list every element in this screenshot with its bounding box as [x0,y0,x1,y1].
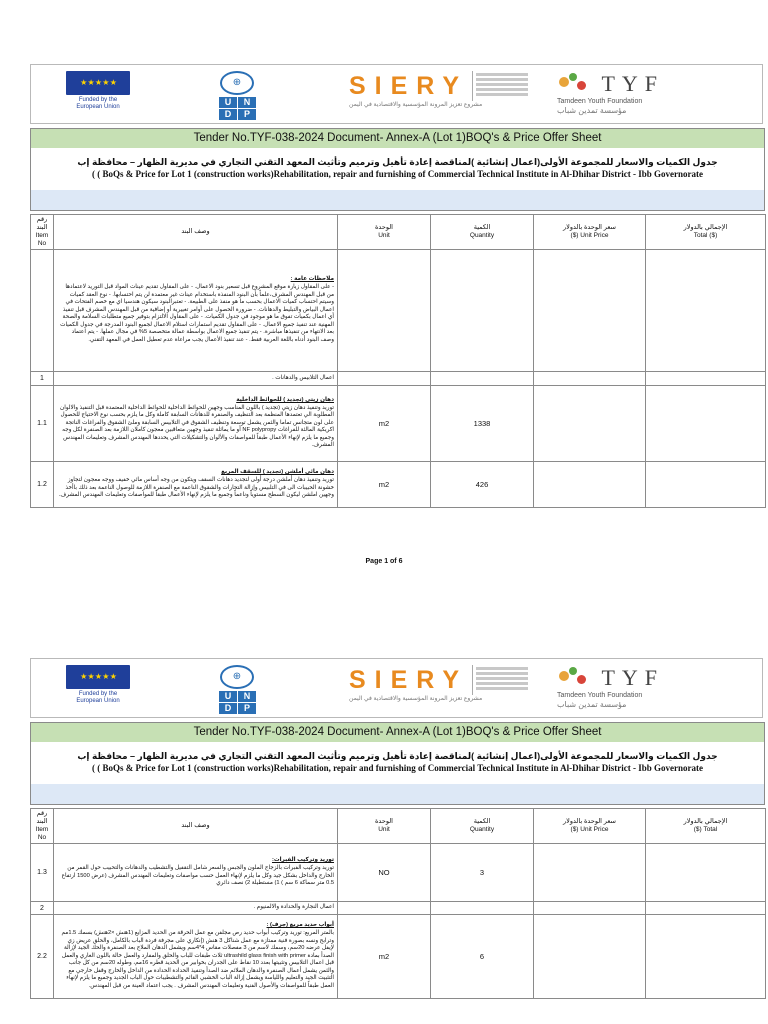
item-text: اعمال التلابيس والدهانات . [272,374,334,381]
item-total [646,250,766,372]
item-description [54,386,338,462]
item-unit [338,902,431,915]
item-unit-price [534,902,646,915]
tender-title: Tender No.TYF-038-2024 Document- Annex-A (Lot 1)BOQ's & Price Offer Sheet [30,722,765,743]
page-footer: Page 1 of 6 [365,558,403,565]
tyf-logo: TYF Tamdeen Youth Foundation مؤسسة تمدين شباب [557,71,665,115]
item-title: دهان زيتي (تجديد ) للحوائط الداخلية [236,396,334,403]
table-header [31,215,766,250]
item-unit-price [534,386,646,462]
title-english: ( ( BoQs & Price for Lot 1 (construction works)Rehabilitation, repair and furnishing of Commercial Technical Institute in Al-Dhihar District - Ibb Governorate [92,169,703,179]
item-title: ملاحظات عامة : [290,276,334,283]
item-quantity [431,372,534,386]
item-unit-price [534,844,646,902]
item-number: 1.2 [31,462,54,508]
item-unit-price [534,915,646,999]
table-row [31,386,766,462]
item-quantity [431,902,534,915]
header-quantity: الكمية Quantity [431,809,534,844]
header-total: الإجمالي بالدولار ($) Total [646,809,766,844]
item-unit: m2 [338,462,431,508]
item-text: اعمال النجارة والحدادة والالمنيوم . [253,904,334,911]
document-title [30,148,765,191]
undp-logo: ⊕ U N D P [219,665,255,711]
eu-logo: ★ ★ ★ ★ ★ Funded by the European Union [66,71,130,117]
item-description [54,902,338,915]
item-title: أبواب حديد مربع (جرف) : [266,922,334,929]
item-unit-price [534,250,646,372]
item-description [54,844,338,902]
item-text: - على المقاول زيارة موقع المشروع قبل تسعير بنود الاعمال. - على المقاول تقديم عينات المواد قبل التوريد لاعتمادها من قبل المهندس المشرف،علماً بأن البنود المنفذة باستخدام عينات غير معتمدة لن يتم احتسابها. - نوع العقد كميات وسيتم احتساب كميات الاعمال بحسب ما هو منفذ على الطبيعة. - تعتبرالبنود سيكون هندسيا اي مع خصم الفتحات في اعمال البياض والتبليط والدهانات. - ضرورة الحصول على أوامر تغييرية أو إضافية من قبل المهندس المشرف قبل تنفيذ أي اعمال بكميات تفوق ما هو موجود في جدول الكميات. - على المقاول الالتزام بتوفير جميع متطلبات السلامة والصحة المهنية عند تنفيذ جميع الاعمال. - على المقاول تقديم استمارات استلام الاعمال لجميع البنود المدرجة في جدول الكميات بعد الانتهاء من تنفيذها مباشرة. - يتم تنفيذ جميع الاعمال بواسطة عمالة متخصصة 5% في مجال عملها. - يتم اعتماد وصف البنود أدناه باللغة العربية فقط. - عند تنفيذ الأعمال يجب مراعاة عدم تعطيل العمل في المعهد التقني. [60,283,334,344]
eu-logo: ★ ★ ★ ★ ★ Funded by the European Union [66,665,130,711]
table-header [31,809,766,844]
header-total: الإجمالي بالدولار ($) Total [646,215,766,250]
item-number: 2 [31,902,54,915]
boq-table [30,214,766,508]
item-number: 1 [31,372,54,386]
tyf-logo: TYF Tamdeen Youth Foundation مؤسسة تمدين شباب [557,665,665,709]
item-quantity [431,250,534,372]
item-number: 2.2 [31,915,54,999]
eu-caption: Funded by the European Union [76,97,120,110]
table-row [31,915,766,999]
header-item: رقم البند Item No [31,809,54,844]
item-total [646,915,766,999]
eu-caption: Funded by the European Union [76,691,120,704]
header-item: رقم البند Item No [31,215,54,250]
header-unit: الوحدة Unit [338,215,431,250]
item-description [54,372,338,386]
spacer-band [30,784,765,805]
item-description [54,915,338,999]
item-total [646,844,766,902]
item-text: توريد وتركيب الفبرات بالزجاج الملون والجبس والسعر شامل التقفيل والتشطيب والدهانات والتحبيب حول القمر من الخارج والداخل بشكل جيد وكل ما يلزم لإنهاء العمل حسب مواصفات وتعليمات المهندس المشرف (عرض 1500 ارتفاع 0.5 متر سماكة 6 سم ) 1) مستطيلة 2) نصف دائري [61,864,334,887]
siery-logo: SIERY مشروع تعزيز المرونة المؤسسية والاقتصادية في اليمن [349,71,529,117]
undp-logo: ⊕ U N D P [219,71,255,117]
item-unit: NO [338,844,431,902]
item-total [646,386,766,462]
item-title: توريد وتركيب الفبرات: [271,857,334,864]
item-quantity: 6 [431,915,534,999]
item-total [646,462,766,508]
item-quantity: 3 [431,844,534,902]
title-arabic: جدول الكميات والاسعار للمجموعة الأولى(اعمال إنشائية )لمناقصة إعادة تأهيل وترميم وتأثيث المعهد التقني التجاري في مديرية الظهار – محافظة إب [77,157,718,167]
siery-logo: SIERY مشروع تعزيز المرونة المؤسسية والاقتصادية في اليمن [349,665,529,711]
logo-bar [30,658,763,718]
table-row [31,372,766,386]
document-title [30,742,765,785]
table-row [31,844,766,902]
item-text: توريد وتنفيذ دهان زيتي (تجديد ) باللون المناسب وجهين للحوائط الداخلية للحوائط الداخلية المعتمدة قبل التنفيذ والالوان المطلوبة الي تعتمدها المنظمة بعد التنظيف والصنفرة للدهانات السابقة كاملة وكل ما يلزم بحسب نوع الاحتياج للحصول على لون متجانس تماما والثمن يشمل توسعة وتنظيف الشقوق في التلابيس السابقة وملئ الشقوق والفراغات الناتجة اكريكية المالئة للفراغات NF polypropy أو ما يماثلة تنفيذ وجهين متعاقبين معجون كاملان اللازمة بعد الصنفرة لكل وجه وجميع ما يلزم لإنهاء الأعمال طبقاً للمواصفات والألوان والتشكيلات التي يحددها المهندس المشرف وتعليمات المهندس المشرف. [60,404,334,449]
header-price: سعر الوحدة بالدولار ($) Unit Price [534,215,646,250]
header-unit: الوحدة Unit [338,809,431,844]
item-unit [338,250,431,372]
header-description: وصف البند [54,215,338,250]
logo-bar [30,64,763,124]
item-text: توريد وتنفيذ دهان أملشن درجة أولى لتجديد دهانات السقف ويتكون من وجه أساس مائي خفيف ووجه معجون لتجاوز خشونة الحبيبات الى في التلبيس وإزالة التجارات والشقوق الناعمة مع الصنفرة اللازمة للوصول الناعمة بعد ذلك باأخذ وجهين املشن ليكون السطح مستوياً وناعماً وجميع ما يلزم لإنهاء الأعمال طبقاً للمواصفات وتعليمات المهندس المشرف. [58,476,334,499]
item-unit-price [534,462,646,508]
item-number: 1.3 [31,844,54,902]
table-row [31,902,766,915]
boq-table [30,808,766,999]
item-number: 1.1 [31,386,54,462]
header-description: وصف البند [54,809,338,844]
title-english: ( ( BoQs & Price for Lot 1 (construction works)Rehabilitation, repair and furnishing of Commercial Technical Institute in Al-Dhihar District - Ibb Governorate [92,763,703,773]
header-price: سعر الوحدة بالدولار ($) Unit Price [534,809,646,844]
header-quantity: الكمية Quantity [431,215,534,250]
title-arabic: جدول الكميات والاسعار للمجموعة الأولى(اعمال إنشائية )لمناقصة إعادة تأهيل وترميم وتأثيث المعهد التقني التجاري في مديرية الظهار – محافظة إب [77,751,718,761]
table-row [31,462,766,508]
item-quantity: 426 [431,462,534,508]
item-unit: m2 [338,915,431,999]
item-unit [338,372,431,386]
item-number [31,250,54,372]
item-title: دهان مائي أملشن (تجديد ) للسقف المربع [221,469,334,476]
item-description [54,462,338,508]
spacer-band [30,190,765,211]
item-unit-price [534,372,646,386]
item-text: بالمتر المربع: توريد وتركيب أبواب حديد رص مجلفن مع عمل الحرقة من الحديد المزايع (1هنش ×2هنش) بسمك 1.5مم وترابح ونسه بصورة فنية ممتازة مع عمل شناكل 3 هنش (إنكاري على مجرفة فردة الباب بالكامل، والحلق عريض زي لإيفل عرضه 20سم، وسمك لاسم من 3 مفصلات مقاس 4*4سم ويشمل الدهان الملاج بعد الصنفرة والحك الجيد لإزالة الصدأ بمادة ultrashild glass finish with primer ثلاث طبقات للباب والحلق والمفارد والعمل خالة باللون الغاري والعمل قبل اعمال التلابيس وتثبيتها بعدد 10 نقاط على الجدران بخوابير من الحديد قطره 16مم، وطوله 20سم من كل جانب والثمن يشمل أعمال الصنفرة والدهان الملائم ضد الصدأ وتنفيذ الحدادة الحدادة من الداخل والخارج وقفل خارجي مع التثبيت الجيد والتعليم واللياسة ويشمل إزالة الباب الخشبي القائم والتشطيبات حول الباب الجديد وجميع ما يلزم لإنهاء العمل طبقاً للمواصفات والأصول الفنية وتعليمات المهندس المشرف . يجب اعتماد العينة من قبل المهندس. [61,929,334,990]
table-row [31,250,766,372]
item-total [646,902,766,915]
item-description [54,250,338,372]
tender-title: Tender No.TYF-038-2024 Document- Annex-A (Lot 1)BOQ's & Price Offer Sheet [30,128,765,149]
item-total [646,372,766,386]
item-unit: m2 [338,386,431,462]
item-quantity: 1338 [431,386,534,462]
